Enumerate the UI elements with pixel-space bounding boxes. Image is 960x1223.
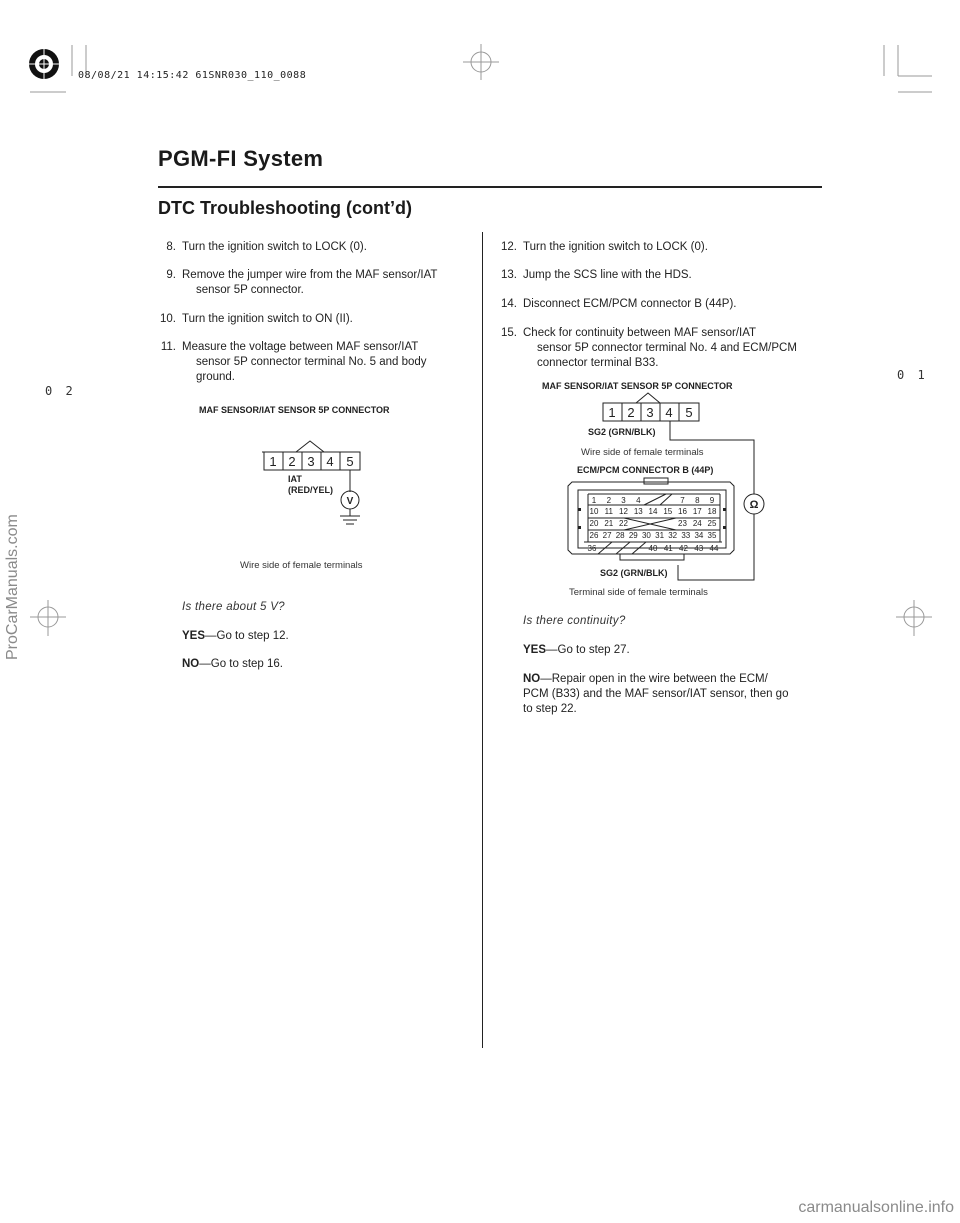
iat-wire-label: IAT (RED/YEL) [288, 474, 333, 495]
left-margin-code: 0 2 [45, 384, 76, 398]
ecm-pin-label: 18 [707, 507, 717, 516]
pin-label: 1 [269, 454, 277, 469]
terminal-side-caption: Terminal side of female terminals [569, 587, 708, 598]
right-wire-side-caption: Wire side of female terminals [581, 447, 704, 458]
ecm-pin-label: 40 [648, 544, 658, 553]
pin-label: 4 [665, 405, 673, 420]
left-question: Is there about 5 V? [182, 601, 285, 613]
ecm-pin-label: 1 [591, 496, 597, 505]
ecm-pin-label: 34 [694, 531, 704, 540]
pin-label: 1 [608, 405, 616, 420]
pin-label: 3 [646, 405, 654, 420]
ecm-connector-title: ECM/PCM CONNECTOR B (44P) [577, 465, 714, 475]
right-yes-answer: YES—Go to step 27. [523, 644, 630, 656]
ecm-pin-label: 32 [668, 531, 678, 540]
left-diagram-caption: Wire side of female terminals [240, 560, 363, 571]
ecm-pin-label: 30 [641, 531, 651, 540]
left-yes-answer: YES—Go to step 12. [182, 630, 289, 642]
ecm-pin-label: 36 [587, 544, 597, 553]
pin-label: 3 [307, 454, 315, 469]
ecm-pin-label: 31 [655, 531, 665, 540]
voltmeter-symbol: V [346, 496, 354, 507]
ecm-pin-label: 43 [694, 544, 704, 553]
ecm-pin-label: 10 [589, 507, 599, 516]
pin-label: 5 [346, 454, 354, 469]
ecm-pin-label: 42 [679, 544, 688, 553]
ecm-pin-label: 24 [692, 519, 702, 528]
ecm-pin-label: 22 [619, 519, 628, 528]
ecm-pin-label: 9 [709, 496, 715, 505]
ecm-pin-label: 27 [602, 531, 612, 540]
ecm-pin-label: 4 [636, 496, 641, 505]
ecm-pin-label: 15 [663, 507, 673, 516]
ecm-pin-label: 20 [589, 519, 599, 528]
ecm-pin-label: 26 [589, 531, 599, 540]
page-title: PGM-FI System [158, 146, 324, 171]
right-margin-code: 0 1 [897, 368, 928, 382]
pin-label: 4 [326, 454, 334, 469]
ecm-pin-label: 29 [628, 531, 638, 540]
pin-label: 2 [627, 405, 635, 420]
right-diagram-title: MAF SENSOR/IAT SENSOR 5P CONNECTOR [542, 381, 733, 391]
ecm-pin-label: 3 [621, 496, 626, 505]
ecm-pin-label: 12 [619, 507, 628, 516]
pin-label: 5 [685, 405, 693, 420]
ecm-pin-label: 13 [633, 507, 643, 516]
right-continuity-diagram [560, 390, 780, 590]
print-stamp: 08/08/21 14:15:42 61SNR030_110_0088 [78, 70, 307, 81]
ecm-pin-label: 23 [678, 519, 687, 528]
side-watermark: ProCarManuals.com [4, 514, 21, 660]
right-question: Is there continuity? [523, 615, 626, 627]
sg2-bottom-label: SG2 (GRN/BLK) [600, 568, 668, 578]
ecm-pin-label: 33 [681, 531, 691, 540]
ecm-pin-label: 11 [604, 507, 613, 516]
ecm-pin-label: 8 [695, 496, 700, 505]
ecm-pin-label: 2 [606, 496, 612, 505]
ohmmeter-symbol: Ω [749, 499, 759, 511]
crop-target-top-left [26, 46, 62, 82]
sg2-top-label: SG2 (GRN/BLK) [588, 427, 656, 437]
ecm-pin-label: 14 [648, 507, 658, 516]
ecm-pin-label: 16 [678, 507, 687, 516]
column-divider [482, 232, 483, 1048]
title-rule [158, 186, 822, 188]
left-diagram-title: MAF SENSOR/IAT SENSOR 5P CONNECTOR [199, 405, 390, 415]
ecm-pin-label: 7 [680, 496, 685, 505]
ecm-pin-label: 44 [709, 544, 719, 553]
pin-label: 2 [288, 454, 296, 469]
ecm-pin-label: 21 [604, 519, 614, 528]
left-no-answer: NO—Go to step 16. [182, 658, 283, 670]
ecm-pin-label: 41 [663, 544, 673, 553]
bottom-watermark: carmanualsonline.info [798, 1199, 954, 1216]
right-no-answer: NO—Repair open in the wire between the ECM/ PCM (B33) and the MAF sensor/IAT sensor, then go to step 22. [523, 673, 789, 715]
ecm-pin-label: 28 [615, 531, 625, 540]
ecm-pin-label: 35 [707, 531, 717, 540]
section-title: DTC Troubleshooting (cont’d) [158, 198, 412, 218]
ecm-pin-label: 25 [707, 519, 717, 528]
ecm-pin-label: 17 [692, 507, 702, 516]
